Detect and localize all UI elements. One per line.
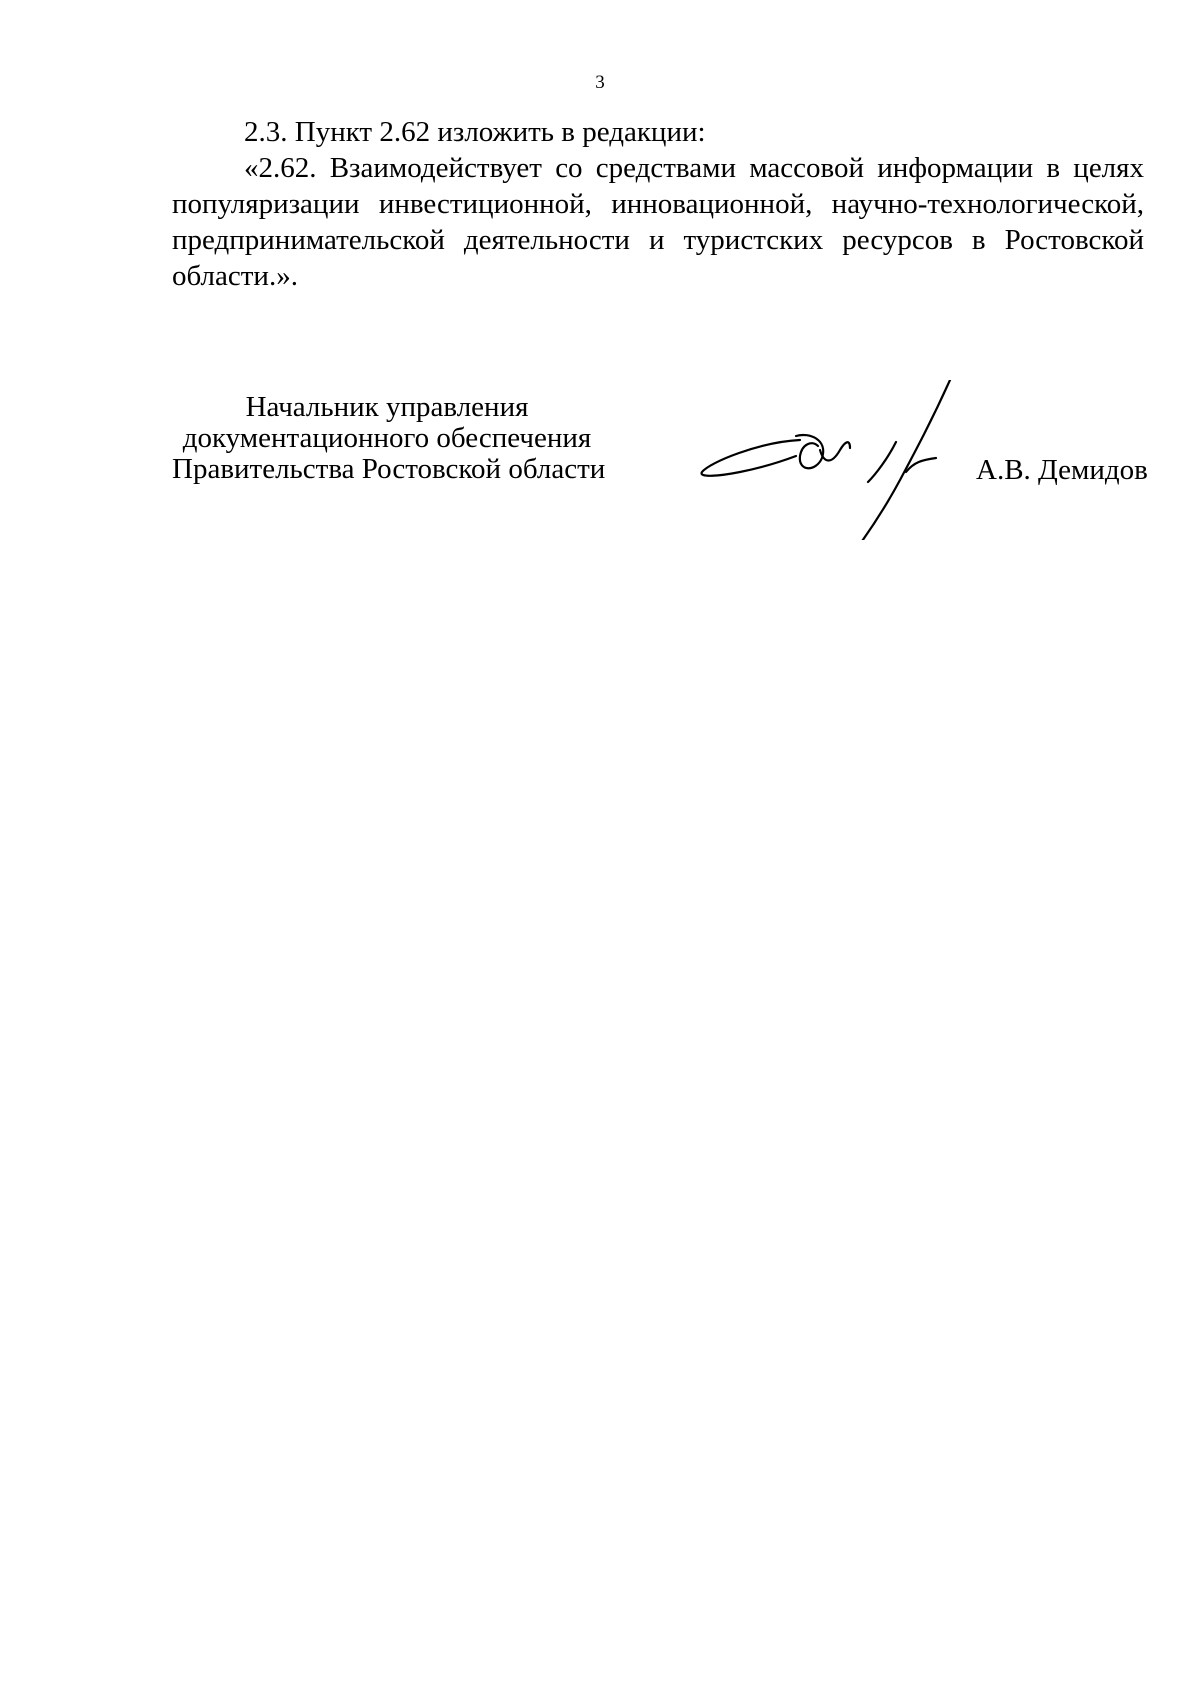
handwritten-signature-icon: [700, 380, 1000, 540]
signer-position-line: Правительства Ростовской области: [172, 453, 606, 485]
document-body: [172, 114, 1144, 294]
signer-name: А.В. Демидов: [976, 454, 1148, 486]
paragraph-amendment-text: «2.62. Взаимодействует со средствами массовой информации в целях популяризации инвестиционной, инновационной, научно-технологической, предпринимательской деятельности и туристских ресурсов в Ростовской области.».: [172, 152, 1144, 292]
paragraph-amendment-intro: 2.3. Пункт 2.62 изложить в редакции:: [244, 116, 706, 148]
page-number: 3: [595, 72, 605, 93]
signer-position: [172, 391, 606, 485]
signer-position-line: документационного обеспечения: [182, 422, 592, 454]
signer-position-line: Начальник управления: [245, 391, 529, 423]
